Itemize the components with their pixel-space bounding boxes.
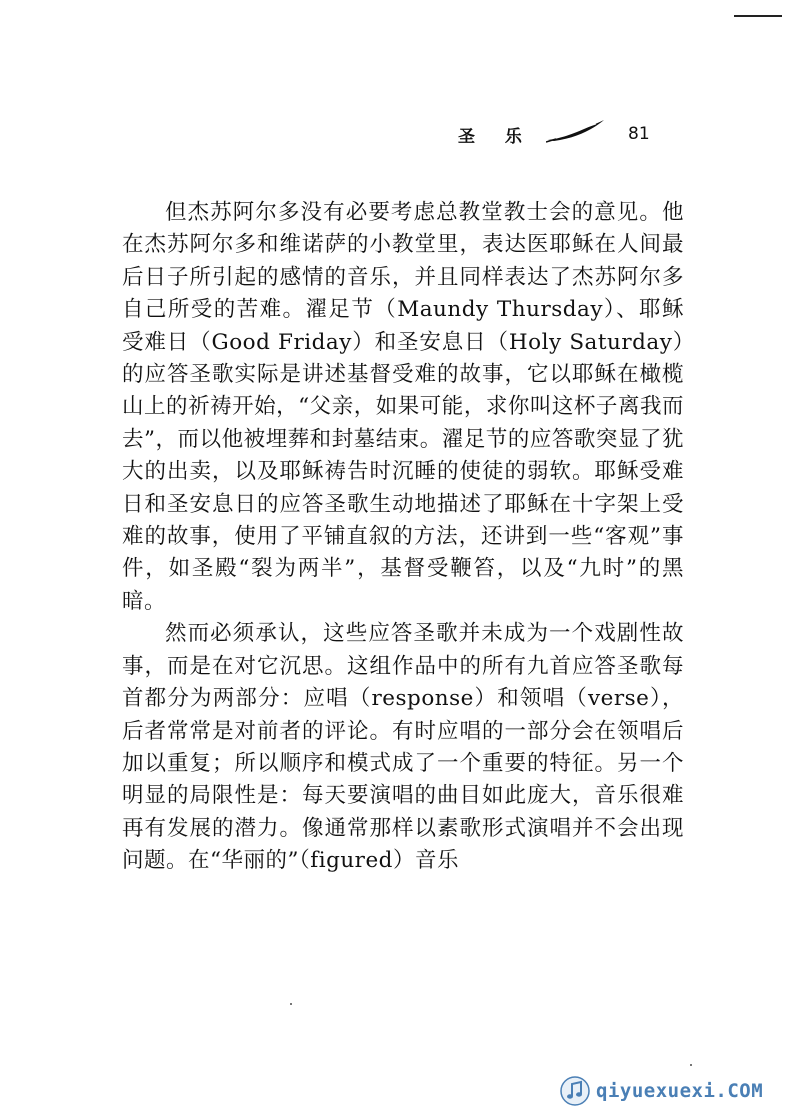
watermark bbox=[560, 1074, 763, 1108]
scan-speck bbox=[690, 1064, 692, 1066]
scan-speck bbox=[290, 1003, 292, 1005]
page-number: 81 bbox=[628, 124, 650, 144]
music-note-icon bbox=[560, 1076, 590, 1106]
watermark-text: qiyuexuexi.COM bbox=[596, 1080, 764, 1102]
quill-ornament-icon bbox=[546, 118, 606, 144]
paragraph-1: 但杰苏阿尔多没有必要考虑总教堂教士会的意见。他在杰苏阿尔多和维诺萨的小教堂里，表达医耶稣在人间最后日子所引起的感情的音乐，并且同样表达了杰苏阿尔多自己所受的苦难。濯足节（Maundy Thursday）、耶稣受难日（Good Friday）和圣安息日（Holy Saturday）的应答圣歌实际是讲述基督受难的故事，它以耶稣在橄榄山上的祈祷开始，“父亲，如果可能，求你叫这杯子离我而去”，而以他被埋葬和封墓结束。濯足节的应答歌突显了犹大的出卖，以及耶稣祷告时沉睡的使徒的弱软。耶稣受难日和圣安息日的应答圣歌生动地描述了耶稣在十字架上受难的故事，使用了平铺直叙的方法，还讲到一些“客观”事件，如圣殿“裂为两半”，基督受鞭笞，以及“九时”的黑暗。 bbox=[122, 200, 684, 614]
running-header bbox=[458, 118, 678, 158]
paragraph-2: 然而必须承认，这些应答圣歌并未成为一个戏剧性故事，而是在对它沉思。这组作品中的所有九首应答圣歌每首都分为两部分：应唱（response）和领唱（verse），后者常常是对前者的评论。有时应唱的一部分会在领唱后加以重复；所以顺序和模式成了一个重要的特征。另一个明显的局限性是：每天要演唱的曲目如此庞大，音乐很难再有发展的潜力。像通常那样以素歌形式演唱并不会出现问题。在“华丽的”（figured）音乐 bbox=[122, 621, 684, 874]
header-title: 圣 乐 bbox=[458, 127, 534, 147]
top-rule bbox=[734, 15, 782, 17]
body-text bbox=[122, 197, 684, 878]
